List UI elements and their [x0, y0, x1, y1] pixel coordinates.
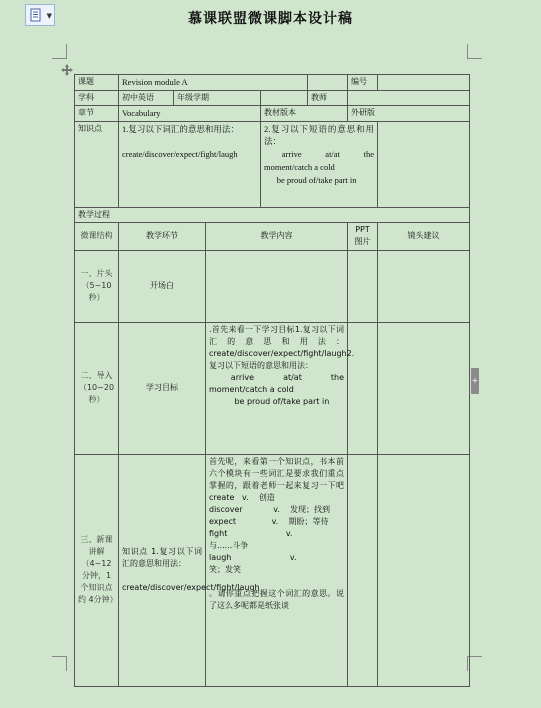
- col-step-header: 教学环节: [119, 222, 206, 250]
- number-label: 编号: [348, 75, 378, 91]
- crop-mark: [52, 656, 67, 671]
- row-lead-in-structure: 二、导入（10~20秒）: [75, 322, 119, 454]
- knowledge-label: 知识点: [75, 121, 119, 207]
- row-lead-in-ppt[interactable]: [348, 322, 378, 454]
- number-value[interactable]: [378, 75, 470, 91]
- subject-label: 学科: [75, 90, 119, 105]
- col-structure-header: 微课结构: [75, 222, 119, 250]
- row-intro-content[interactable]: [206, 250, 348, 322]
- row-new-lesson-ppt[interactable]: [348, 454, 378, 686]
- process-label: 教学过程: [75, 207, 470, 222]
- col-camera-header: 镜头建议: [378, 222, 470, 250]
- knowledge-point-2[interactable]: 2.复习以下短语的意思和用法： arrive at/at the moment/catch a cold be proud of/take part in: [261, 121, 378, 207]
- chapter-label: 章节: [75, 105, 119, 121]
- topic-value[interactable]: Revision module A: [119, 75, 308, 91]
- topic-label: 课题: [75, 75, 119, 91]
- side-panel-toggle[interactable]: +: [471, 368, 479, 394]
- edition-label: 教材版本: [261, 105, 348, 121]
- script-design-table: [74, 74, 470, 687]
- crop-mark: [52, 44, 67, 59]
- chapter-value[interactable]: Vocabulary: [119, 105, 261, 121]
- page-title: 慕课联盟微课脚本设计稿: [188, 11, 353, 27]
- col-content-header: 教学内容: [206, 222, 348, 250]
- col-ppt-header: PPT 图片: [348, 222, 378, 250]
- row-intro-structure: 一、片头（5~10秒）: [75, 250, 119, 322]
- subject-value[interactable]: 初中英语: [119, 90, 174, 105]
- teacher-value[interactable]: [348, 90, 470, 105]
- chevron-down-icon: ▼: [46, 12, 52, 20]
- knowledge-point-1[interactable]: 1.复习以下词汇的意思和用法： create/discover/expect/fight/laugh: [119, 121, 261, 207]
- edition-value[interactable]: 外研版: [348, 105, 470, 121]
- row-new-lesson-camera[interactable]: [378, 454, 470, 686]
- crop-mark: [467, 44, 482, 59]
- row-intro-camera[interactable]: [378, 250, 470, 322]
- row-new-lesson-step: 知识点 1.复习以下词汇的意思和用法： create/discover/expect/fight/laugh: [119, 454, 206, 686]
- row-lead-in-content[interactable]: .首先来看一下学习目标1.复习以下词汇的意思和用法：create/discover/expect/fight/laugh2.复习以下短语的意思和用法： arrive at/at the moment/catch a cold be proud of/take part in: [206, 322, 348, 454]
- grade-value[interactable]: [261, 90, 308, 105]
- table-move-handle-icon[interactable]: [61, 64, 73, 76]
- row-lead-in-camera[interactable]: [378, 322, 470, 454]
- grade-label: 年级学期: [174, 90, 261, 105]
- row-new-lesson-structure: 三、新课讲解（4~12分钟，1个知识点约 4分钟）: [75, 454, 119, 686]
- row-new-lesson-content[interactable]: 首先呢，来看第一个知识点，书本前六个模块有一些词汇是要求我们重点掌握的，跟着老师一起来复习一下吧 create v. 创造 discover v. 发现；找到 expect v. 期盼；等待 fight v. 与......斗争 laugh v. 笑；发笑 。请你重点把握这个词汇的意思。说了这么多呢都是纸张谈: [206, 454, 348, 686]
- teacher-label: 教师: [308, 90, 348, 105]
- row-intro-step: 开场白: [119, 250, 206, 322]
- row-lead-in-step: 学习目标: [119, 322, 206, 454]
- row-intro-ppt[interactable]: [348, 250, 378, 322]
